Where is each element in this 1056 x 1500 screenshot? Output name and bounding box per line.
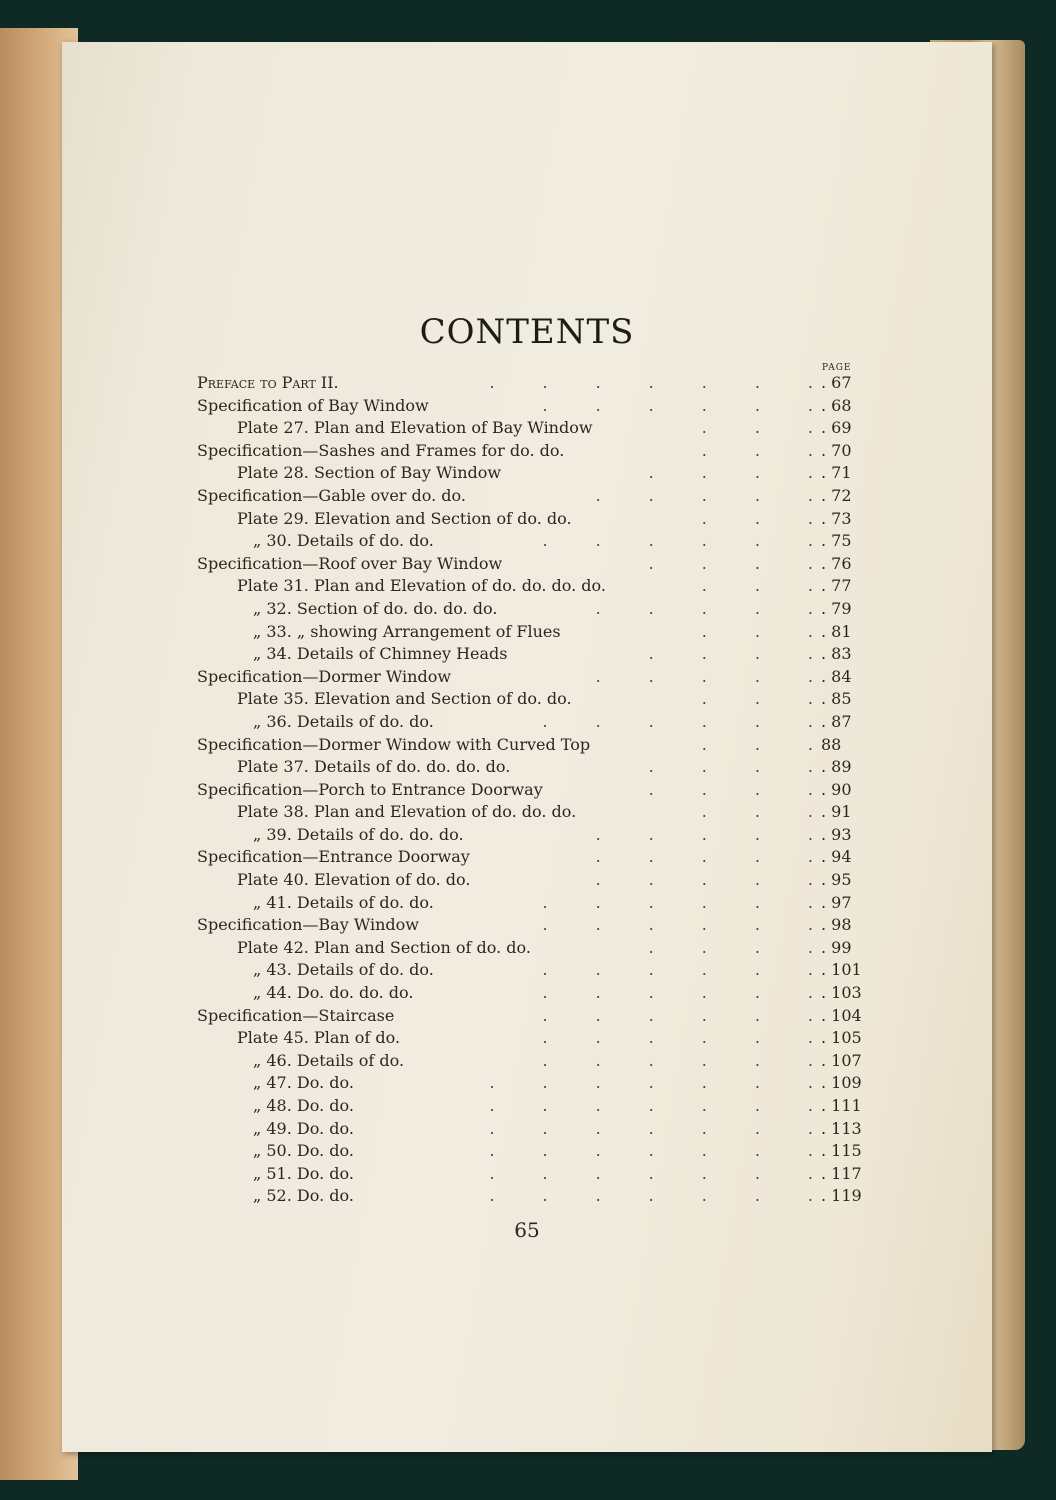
dot-leader: . . . . . xyxy=(547,824,813,844)
toc-entry-page: . 72 xyxy=(821,485,852,505)
toc-entry-page: . 111 xyxy=(821,1096,862,1115)
toc-entry-page: 88 xyxy=(821,734,842,754)
toc-entry-page: . 75 xyxy=(821,531,852,551)
toc-entry xyxy=(197,688,877,711)
dot-leader: . . . . xyxy=(600,463,813,483)
toc-entry-page: . 117 xyxy=(821,1163,862,1183)
toc-entry-label: „ 34. Details of Chimney Heads xyxy=(253,644,508,664)
dot-leader: . . . . . . xyxy=(494,915,813,935)
toc-entry-page: . 67 xyxy=(821,373,852,392)
book-page xyxy=(62,42,992,1452)
toc-entry-label: Specification—Sashes and Frames for do. do. xyxy=(197,440,565,460)
dot-leader: . . . xyxy=(653,508,813,528)
dot-leader: . . . . . . . xyxy=(441,1118,813,1138)
dot-leader: . . . . . xyxy=(547,598,813,618)
toc-entry xyxy=(197,959,877,982)
toc-entry-label: Plate 37. Details of do. do. do. do. xyxy=(237,757,511,777)
toc-entry-page: . 119 xyxy=(821,1186,862,1206)
toc-entry-label: Specification—Entrance Doorway xyxy=(197,847,470,867)
toc-entry-page: . 77 xyxy=(821,576,852,596)
dot-leader: . . . xyxy=(653,734,813,754)
dot-leader: . . . . xyxy=(600,779,813,799)
toc-entry-page: . 95 xyxy=(821,870,852,890)
toc-entry-page: . 91 xyxy=(821,802,852,822)
dot-leader: . . . . . . . xyxy=(441,1096,813,1115)
table-of-contents xyxy=(197,372,877,1208)
toc-entry xyxy=(197,1140,877,1163)
toc-entry-page: . 93 xyxy=(821,824,852,844)
dot-leader: . . . . . . xyxy=(494,983,813,1003)
dot-leader: . . . . . . xyxy=(494,395,813,415)
toc-entry xyxy=(197,1185,877,1208)
toc-entry xyxy=(197,1050,877,1073)
toc-entry-page: . 83 xyxy=(821,644,852,664)
toc-entry xyxy=(197,1027,877,1050)
toc-entry xyxy=(197,982,877,1005)
toc-entry-page: . 70 xyxy=(821,440,852,460)
toc-entry-label: „ 41. Details of do. do. xyxy=(253,892,434,912)
toc-entry-label: „ 49. Do. do. xyxy=(253,1118,354,1138)
toc-entry xyxy=(197,598,877,621)
page-column-header: PAGE xyxy=(822,363,852,373)
toc-entry-label: Plate 29. Elevation and Section of do. do. xyxy=(237,508,572,528)
toc-entry-label: „ 30. Details of do. do. xyxy=(253,531,434,551)
toc-entry-label: Preface to Part II. xyxy=(197,373,339,392)
dot-leader: . . . . . xyxy=(547,485,813,505)
toc-entry-label: Specification—Dormer Window xyxy=(197,666,452,686)
dot-leader: . . . xyxy=(653,621,813,641)
toc-entry xyxy=(197,711,877,734)
toc-entry-label: „ 46. Details of do. xyxy=(253,1050,405,1070)
toc-entry xyxy=(197,756,877,779)
toc-entry-label: Plate 40. Elevation of do. do. xyxy=(237,870,471,890)
toc-entry-label: Plate 38. Plan and Elevation of do. do. do. xyxy=(237,802,577,822)
toc-entry xyxy=(197,485,877,508)
dot-leader: . . . . . . xyxy=(494,960,813,980)
dot-leader: . . . . . . . xyxy=(441,1186,813,1206)
toc-entry xyxy=(197,395,877,418)
toc-entry-label: „ 48. Do. do. xyxy=(253,1096,354,1115)
toc-entry xyxy=(197,1095,877,1118)
dot-leader: . . . . . . xyxy=(494,892,813,912)
toc-entry-label: Plate 45. Plan of do. xyxy=(237,1028,401,1048)
toc-entry-page: . 113 xyxy=(821,1118,862,1138)
toc-entry-page: . 73 xyxy=(821,508,852,528)
toc-entry xyxy=(197,846,877,869)
toc-entry-label: „ 43. Details of do. do. xyxy=(253,960,434,980)
toc-entry-label: Specification—Bay Window xyxy=(197,915,419,935)
toc-entry-label: „ 52. Do. do. xyxy=(253,1186,354,1206)
toc-entry-page: . 101 xyxy=(821,960,862,980)
toc-entry-label: „ 47. Do. do. xyxy=(253,1073,354,1093)
toc-entry-label: Plate 42. Plan and Section of do. do. xyxy=(237,937,531,957)
toc-entry xyxy=(197,937,877,960)
toc-entry xyxy=(197,530,877,553)
page-number: 65 xyxy=(514,1218,540,1242)
toc-entry-page: . 68 xyxy=(821,395,852,415)
toc-entry xyxy=(197,621,877,644)
toc-entry xyxy=(197,1005,877,1028)
toc-entry-label: „ 33. „ showing Arrangement of Flues xyxy=(253,621,561,641)
toc-entry-label: „ 44. Do. do. do. do. xyxy=(253,983,414,1003)
toc-entry xyxy=(197,553,877,576)
toc-entry-page: . 94 xyxy=(821,847,852,867)
dot-leader: . . . . . . . xyxy=(441,373,813,392)
dot-leader: . . . . . xyxy=(547,666,813,686)
toc-entry xyxy=(197,666,877,689)
toc-entry-page: . 115 xyxy=(821,1141,862,1161)
dot-leader: . . . xyxy=(653,689,813,709)
dot-leader: . . . . . . xyxy=(494,711,813,731)
toc-entry-label: „ 32. Section of do. do. do. do. xyxy=(253,598,498,618)
toc-entry-page: . 104 xyxy=(821,1005,862,1025)
toc-entry xyxy=(197,440,877,463)
toc-entry-label: Specification—Porch to Entrance Doorway xyxy=(197,779,543,799)
toc-entry-page: . 81 xyxy=(821,621,852,641)
toc-entry-label: Plate 27. Plan and Elevation of Bay Window xyxy=(237,418,593,438)
toc-entry xyxy=(197,914,877,937)
toc-entry-page: . 85 xyxy=(821,689,852,709)
toc-entry-page: . 79 xyxy=(821,598,852,618)
toc-entry-label: Specification—Roof over Bay Window xyxy=(197,553,503,573)
toc-entry xyxy=(197,372,877,395)
toc-entry xyxy=(197,779,877,802)
toc-entry xyxy=(197,462,877,485)
toc-entry-page: . 98 xyxy=(821,915,852,935)
toc-entry-page: . 103 xyxy=(821,983,862,1003)
toc-entry-label: „ 39. Details of do. do. do. xyxy=(253,824,464,844)
dot-leader: . . . . . xyxy=(547,847,813,867)
toc-entry xyxy=(197,1118,877,1141)
dot-leader: . . . . . xyxy=(547,870,813,890)
toc-entry-label: Plate 31. Plan and Elevation of do. do. do. do. xyxy=(237,576,606,596)
toc-entry-page: . 76 xyxy=(821,553,852,573)
toc-entry xyxy=(197,1072,877,1095)
dot-leader: . . . . . . . xyxy=(441,1073,813,1093)
toc-entry xyxy=(197,417,877,440)
toc-entry xyxy=(197,734,877,757)
toc-entry-label: „ 50. Do. do. xyxy=(253,1141,354,1161)
dot-leader: . . . xyxy=(653,418,813,438)
page-title: CONTENTS xyxy=(419,312,635,352)
toc-entry-page: . 89 xyxy=(821,757,852,777)
toc-entry-page: . 69 xyxy=(821,418,852,438)
toc-entry-page: . 90 xyxy=(821,779,852,799)
dot-leader: . . . . xyxy=(600,553,813,573)
toc-entry-label: „ 51. Do. do. xyxy=(253,1163,354,1183)
toc-entry-page: . 99 xyxy=(821,937,852,957)
dot-leader: . . . . . . . xyxy=(441,1163,813,1183)
toc-entry-page: . 71 xyxy=(821,463,852,483)
toc-entry-label: Plate 35. Elevation and Section of do. do. xyxy=(237,689,572,709)
dot-leader: . . . . xyxy=(600,757,813,777)
toc-entry xyxy=(197,824,877,847)
dot-leader: . . . . . . xyxy=(494,1050,813,1070)
toc-entry xyxy=(197,801,877,824)
toc-entry-label: „ 36. Details of do. do. xyxy=(253,711,434,731)
dot-leader: . . . . . . xyxy=(494,1028,813,1048)
dot-leader: . . . xyxy=(653,576,813,596)
toc-entry-label: Specification—Staircase xyxy=(197,1005,395,1025)
dot-leader: . . . . . . xyxy=(494,1005,813,1025)
toc-entry xyxy=(197,892,877,915)
toc-entry-page: . 87 xyxy=(821,711,852,731)
toc-entry-label: Specification of Bay Window xyxy=(197,395,429,415)
dot-leader: . . . . xyxy=(600,644,813,664)
toc-entry-page: . 84 xyxy=(821,666,852,686)
toc-entry-label: Plate 28. Section of Bay Window xyxy=(237,463,502,483)
toc-entry-page: . 97 xyxy=(821,892,852,912)
toc-entry xyxy=(197,575,877,598)
dot-leader: . . . . . . . xyxy=(441,1141,813,1161)
toc-entry-page: . 107 xyxy=(821,1050,862,1070)
toc-entry xyxy=(197,643,877,666)
dot-leader: . . . . xyxy=(600,937,813,957)
dot-leader: . . . xyxy=(653,440,813,460)
toc-entry xyxy=(197,869,877,892)
toc-entry-label: Specification—Dormer Window with Curved Top xyxy=(197,734,591,754)
dot-leader: . . . xyxy=(653,802,813,822)
toc-entry xyxy=(197,1163,877,1186)
toc-entry xyxy=(197,508,877,531)
dot-leader: . . . . . . xyxy=(494,531,813,551)
toc-entry-page: . 105 xyxy=(821,1028,862,1048)
toc-entry-label: Specification—Gable over do. do. xyxy=(197,485,466,505)
toc-entry-page: . 109 xyxy=(821,1073,862,1093)
